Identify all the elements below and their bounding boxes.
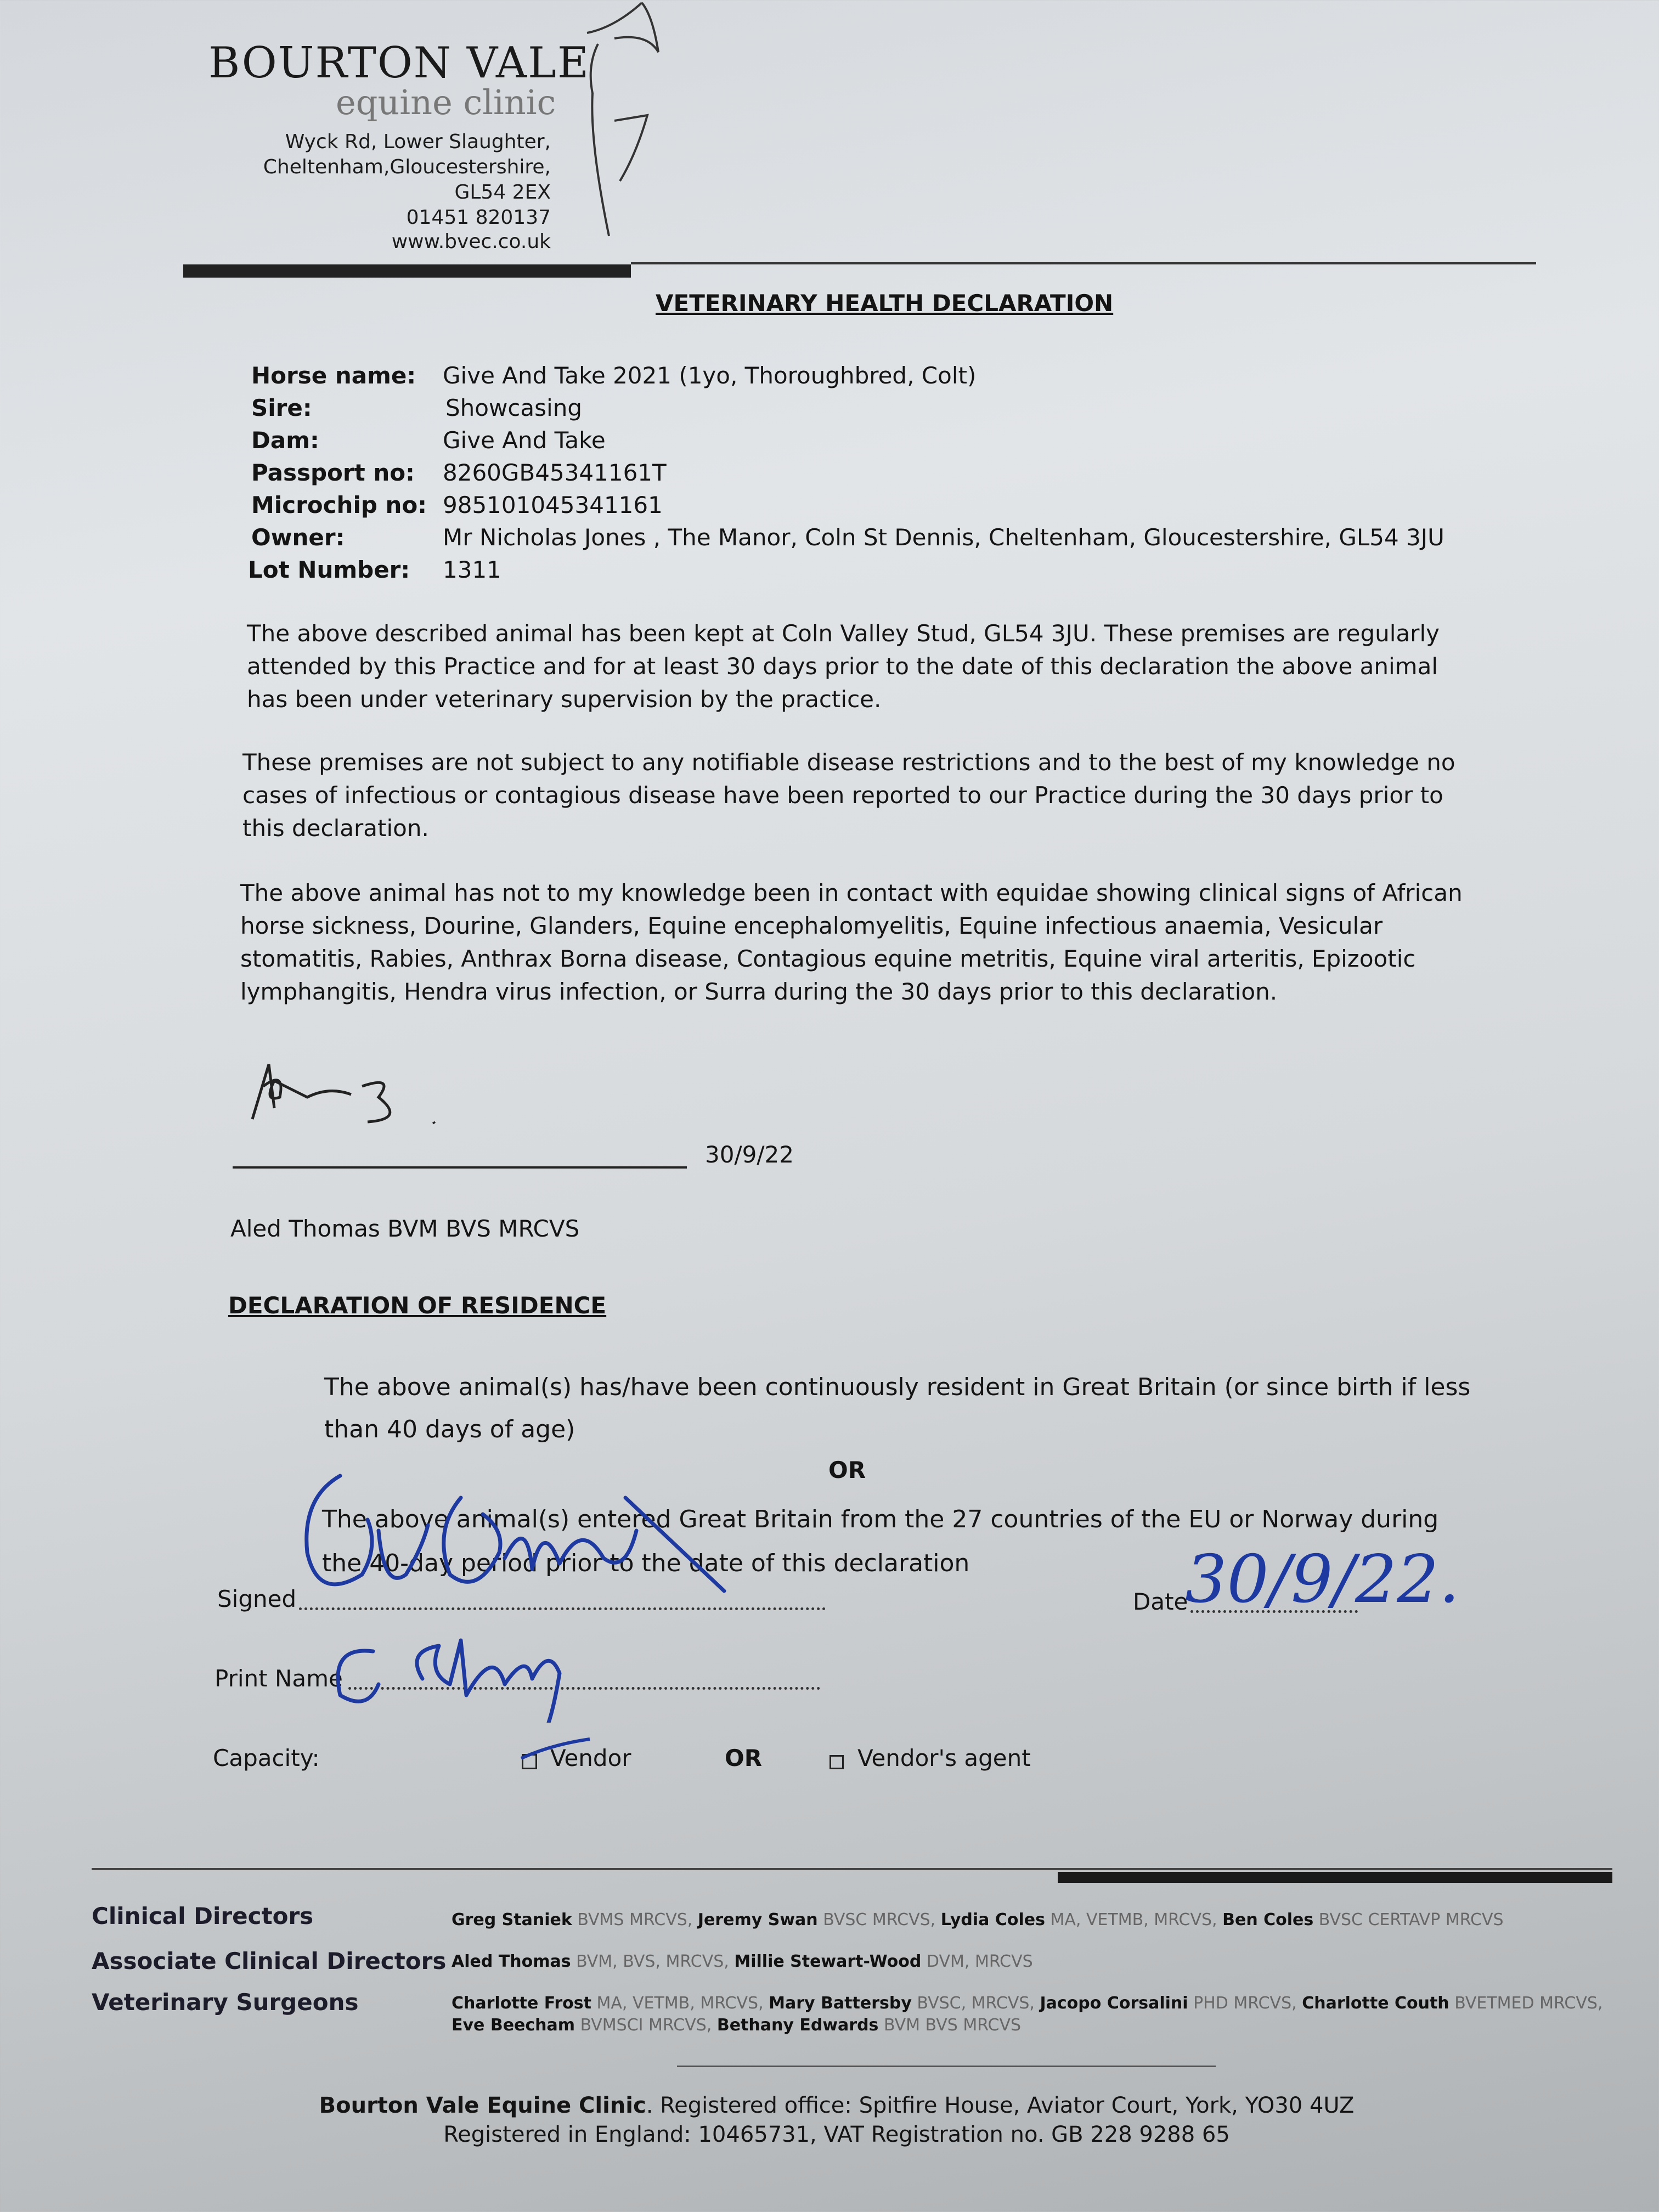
- person-qualifications: BVM BVS MRCVS: [878, 2016, 1022, 2035]
- signature-line: [233, 1166, 687, 1169]
- passport-value: 8260GB45341161T: [443, 459, 667, 486]
- document-title: VETERINARY HEALTH DECLARATION: [656, 290, 1114, 317]
- person-qualifications: PHD MRCVS,: [1188, 1994, 1302, 2013]
- person-qualifications: BVETMED MRCVS,: [1449, 1994, 1603, 2013]
- field-label: Lot Number:: [248, 556, 410, 583]
- residence-option-1: The above animal(s) has/have been continuously resident in Great Britain (or since birth if less than 40 days of age): [324, 1373, 1471, 1443]
- address-line: Cheltenham,Gloucestershire,: [263, 156, 551, 178]
- footer-rule: [92, 1868, 1612, 1870]
- person-name: Jeremy Swan: [697, 1910, 818, 1929]
- header-rule: [631, 262, 1536, 264]
- residence-heading: DECLARATION OF RESIDENCE: [228, 1292, 607, 1319]
- phone: 01451 820137: [406, 206, 551, 229]
- person-name: Mary Battersby: [769, 1994, 912, 2013]
- registered-office-text: . Registered office: Spitfire House, Aviator Court, York, YO30 4UZ: [646, 2093, 1355, 2118]
- sire-value: Showcasing: [445, 394, 582, 421]
- website: www.bvec.co.uk: [391, 230, 551, 253]
- person-name: Charlotte Couth: [1302, 1994, 1449, 2013]
- horse-name-value: Give And Take 2021 (1yo, Thoroughbred, Colt): [443, 362, 977, 389]
- signed-label: Signed: [217, 1585, 297, 1612]
- clinical-directors-list: [452, 1909, 1631, 1931]
- registered-name: Bourton Vale Equine Clinic: [319, 2093, 646, 2118]
- registration-info: Registered in England: 10465731, VAT Registration no. GB 228 9288 65: [443, 2122, 1230, 2147]
- header-bar: [183, 264, 631, 278]
- handwritten-date: 30/9/22.: [1185, 1542, 1460, 1618]
- microchip-value: 985101045341161: [443, 492, 663, 518]
- registered-office: [0, 2093, 1659, 2118]
- person-qualifications: BVSC MRCVS,: [817, 1910, 941, 1929]
- footer-divider: [677, 2066, 1216, 2067]
- field-label: Passport no:: [251, 459, 415, 486]
- person-name: Jacopo Corsalini: [1040, 1994, 1188, 2013]
- field-label: Horse name:: [251, 362, 416, 389]
- person-name: Charlotte Frost: [452, 1994, 591, 2013]
- person-name: Eve Beecham: [452, 2016, 575, 2035]
- residence-option-2: The above animal(s) entered Great Britain from the 27 countries of the EU or Norway during the 40-day period prior to the date of this declaration: [322, 1505, 1439, 1577]
- person-qualifications: DVM, MRCVS: [921, 1952, 1033, 1971]
- person-name: Lydia Coles: [940, 1910, 1045, 1929]
- vendor-signature: [296, 1465, 790, 1723]
- person-qualifications: MA, VETMB, MRCVS,: [1045, 1910, 1223, 1929]
- owner-value: Mr Nicholas Jones , The Manor, Coln St Dennis, Cheltenham, Gloucestershire, GL54 3JU: [443, 524, 1444, 551]
- dam-value: Give And Take: [443, 427, 606, 454]
- person-name: Greg Staniek: [452, 1910, 572, 1929]
- person-qualifications: BVSC, MRCVS,: [911, 1994, 1040, 2013]
- declaration-paragraph: The above described animal has been kept at Coln Valley Stud, GL54 3JU. These premises are regularly attended by this Practice and for at least 30 days prior to the date of this declaration the above animal has been under veterinary supervision by the practice.: [247, 620, 1440, 713]
- print-name-label: Print Name: [215, 1665, 343, 1692]
- field-label: Sire:: [251, 394, 312, 421]
- lot-number-value: 1311: [443, 556, 501, 583]
- veterinary-surgeons-list: [452, 1993, 1631, 2036]
- vet-signature: [241, 1053, 450, 1136]
- person-name: Aled Thomas: [452, 1952, 571, 1971]
- declaration-paragraph: These premises are not subject to any notifiable disease restrictions and to the best of my knowledge no cases of infectious or contagious disease have been reported to our Practice during the 30 days prior to this declaration.: [242, 749, 1455, 842]
- field-label: Owner:: [251, 524, 345, 551]
- footer-bar: [1058, 1872, 1612, 1883]
- associate-directors-list: [452, 1951, 1631, 1973]
- vendors-agent-option-label: Vendor's agent: [857, 1745, 1031, 1771]
- declaration-paragraph: The above animal has not to my knowledge been in contact with equidae showing clinical signs of African horse sickness, Dourine, Glanders, Equine encephalomyelitis, Equine infectious anaemia, Vesicular stomatitis, Rabies, Anthrax Borna disease, Contagious equine metritis, Equine viral arteritis, Epizootic lymphangitis, Hendra virus infection, or Surra during the 30 days prior to this declaration.: [240, 879, 1463, 1005]
- person-name: Ben Coles: [1222, 1910, 1314, 1929]
- clinic-logo-subtitle: equine clinic: [336, 82, 556, 122]
- vet-name: Aled Thomas BVM BVS MRCVS: [230, 1215, 580, 1242]
- vet-signature-date: 30/9/22: [705, 1141, 794, 1168]
- field-label: Dam:: [251, 427, 319, 454]
- capacity-label: Capacity:: [213, 1745, 320, 1771]
- associate-directors-label: Associate Clinical Directors: [92, 1948, 447, 1974]
- date-label: Date: [1133, 1588, 1188, 1615]
- clinic-logo-name: BOURTON VALE: [208, 38, 590, 88]
- person-qualifications: MA, VETMB, MRCVS,: [591, 1994, 769, 2013]
- person-qualifications: BVMSCI MRCVS,: [575, 2016, 717, 2035]
- vendors-agent-checkbox[interactable]: [830, 1755, 844, 1769]
- person-name: Millie Stewart-Wood: [734, 1952, 922, 1971]
- person-name: Bethany Edwards: [716, 2016, 879, 2035]
- capacity-or: OR: [725, 1745, 763, 1771]
- person-qualifications: BVSC CERTAVP MRCVS: [1313, 1910, 1504, 1929]
- person-qualifications: BVM, BVS, MRCVS,: [571, 1952, 735, 1971]
- field-label: Microchip no:: [251, 492, 427, 518]
- horse-logo-icon: [576, 0, 675, 241]
- residence-or: OR: [828, 1457, 866, 1483]
- clinical-directors-label: Clinical Directors: [92, 1903, 314, 1929]
- veterinary-surgeons-label: Veterinary Surgeons: [92, 1989, 359, 2016]
- person-qualifications: BVMS MRCVS,: [572, 1910, 698, 1929]
- vendor-option-label: Vendor: [550, 1745, 631, 1771]
- address-postcode: GL54 2EX: [454, 181, 551, 204]
- address-line: Wyck Rd, Lower Slaughter,: [285, 131, 551, 153]
